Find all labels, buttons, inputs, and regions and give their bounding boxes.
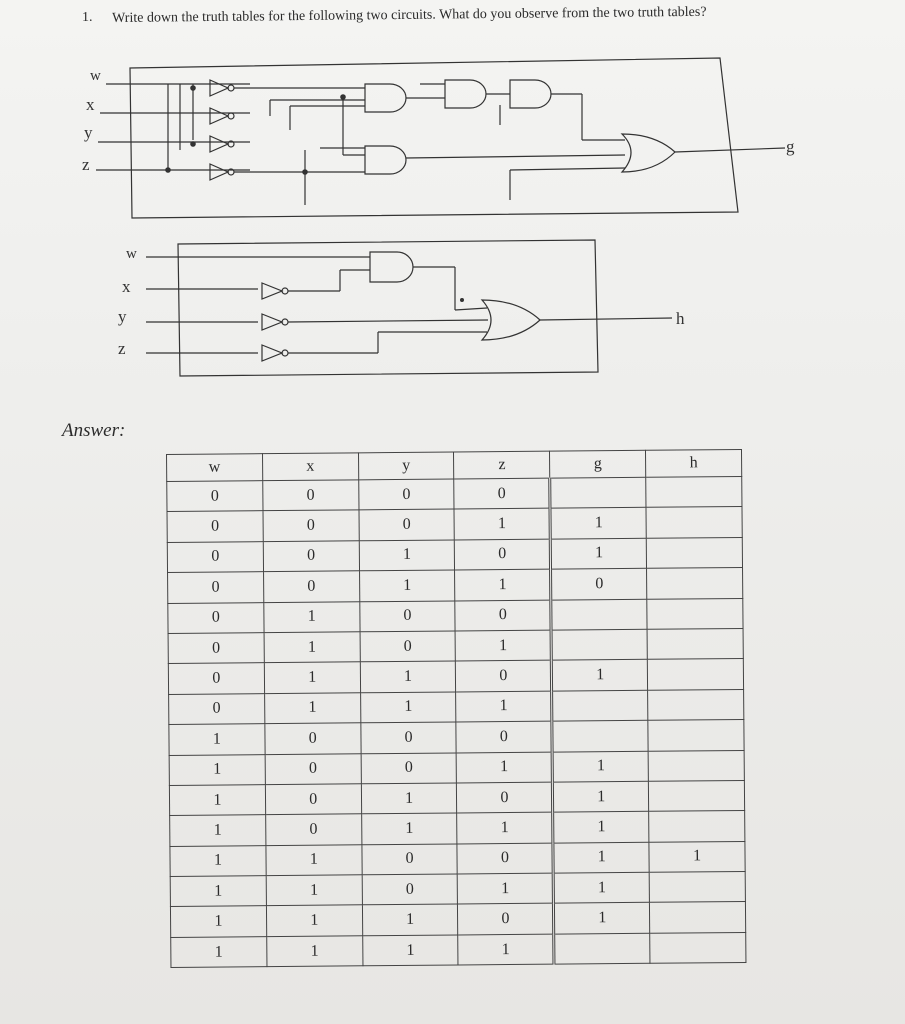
circuit1-output-g: g bbox=[786, 137, 795, 156]
not-gate-icon bbox=[210, 164, 234, 180]
cell-h bbox=[647, 568, 743, 599]
cell-g: 1 bbox=[553, 842, 649, 873]
cell-x: 0 bbox=[263, 571, 359, 602]
cell-h bbox=[649, 811, 745, 842]
cell-x: 1 bbox=[264, 662, 360, 693]
table-row bbox=[170, 872, 745, 907]
cell-w: 0 bbox=[167, 541, 263, 572]
cell-w: 1 bbox=[170, 815, 266, 846]
table-row bbox=[171, 932, 746, 967]
circuit1-input-w: w bbox=[90, 68, 101, 84]
cell-y: 1 bbox=[361, 783, 457, 814]
and-gate-icon bbox=[365, 84, 406, 112]
and-gate-icon bbox=[370, 252, 413, 282]
circuit1-input-z: z bbox=[82, 155, 90, 174]
cell-h bbox=[649, 872, 745, 903]
or-gate-icon bbox=[482, 300, 540, 340]
cell-g: 0 bbox=[551, 568, 647, 599]
cell-x: 1 bbox=[264, 693, 360, 724]
header-z: z bbox=[454, 451, 550, 479]
cell-x: 0 bbox=[263, 541, 359, 572]
cell-z: 1 bbox=[457, 752, 553, 783]
table-row bbox=[167, 537, 742, 572]
header-y: y bbox=[358, 452, 454, 480]
cell-h bbox=[648, 689, 744, 720]
cell-x: 1 bbox=[266, 844, 362, 875]
cell-w: 1 bbox=[169, 785, 265, 816]
cell-y: 0 bbox=[358, 479, 454, 510]
table-row bbox=[170, 902, 745, 937]
table-row bbox=[169, 750, 744, 785]
cell-z: 0 bbox=[457, 843, 553, 874]
cell-h bbox=[650, 932, 746, 963]
cell-g bbox=[550, 477, 646, 508]
cell-x: 0 bbox=[265, 814, 361, 845]
circuit2-input-y: y bbox=[118, 307, 127, 326]
cell-h bbox=[647, 598, 743, 629]
table-row bbox=[168, 628, 743, 663]
cell-y: 0 bbox=[359, 509, 455, 540]
cell-h bbox=[647, 628, 743, 659]
cell-x: 0 bbox=[265, 753, 361, 784]
cell-w: 0 bbox=[168, 663, 264, 694]
cell-g bbox=[551, 599, 647, 630]
cell-z: 0 bbox=[455, 539, 551, 570]
cell-z: 0 bbox=[457, 782, 553, 813]
cell-z: 0 bbox=[458, 904, 554, 935]
table-row bbox=[168, 598, 743, 633]
cell-w: 1 bbox=[169, 724, 265, 755]
cell-z: 0 bbox=[456, 660, 552, 691]
cell-y: 0 bbox=[360, 631, 456, 662]
cell-h bbox=[647, 659, 743, 690]
and-gate-icon bbox=[510, 80, 551, 108]
cell-x: 1 bbox=[267, 936, 363, 967]
cell-h bbox=[650, 902, 746, 933]
table-row bbox=[169, 720, 744, 755]
cell-z: 1 bbox=[458, 934, 554, 965]
table-row bbox=[167, 507, 742, 542]
cell-w: 0 bbox=[167, 511, 263, 542]
cell-x: 1 bbox=[264, 632, 360, 663]
table-row bbox=[167, 476, 742, 511]
table-row bbox=[169, 780, 744, 815]
cell-w: 1 bbox=[170, 906, 266, 937]
not-gate-icon bbox=[210, 80, 234, 96]
truth-table-container bbox=[166, 449, 751, 1006]
cell-z: 1 bbox=[454, 509, 550, 540]
cell-x: 0 bbox=[263, 480, 359, 511]
cell-g bbox=[551, 629, 647, 660]
cell-z: 0 bbox=[456, 721, 552, 752]
cell-x: 1 bbox=[266, 875, 362, 906]
cell-g: 1 bbox=[554, 903, 650, 934]
cell-x: 0 bbox=[263, 510, 359, 541]
cell-y: 0 bbox=[362, 844, 458, 875]
cell-g: 1 bbox=[550, 508, 646, 539]
cell-z: 1 bbox=[456, 630, 552, 661]
circuit2-input-z: z bbox=[118, 339, 126, 358]
cell-w: 0 bbox=[168, 572, 264, 603]
header-x: x bbox=[262, 453, 358, 481]
cell-y: 1 bbox=[360, 661, 456, 692]
cell-w: 0 bbox=[167, 481, 263, 512]
cell-w: 0 bbox=[168, 602, 264, 633]
circuit1-input-x: x bbox=[86, 95, 95, 114]
not-gate-icon bbox=[262, 283, 288, 299]
cell-z: 0 bbox=[455, 600, 551, 631]
cell-y: 0 bbox=[359, 601, 455, 632]
and-gate-icon bbox=[365, 146, 406, 174]
cell-g bbox=[552, 720, 648, 751]
cell-y: 1 bbox=[359, 540, 455, 571]
cell-g bbox=[552, 690, 648, 721]
not-gate-icon bbox=[262, 314, 288, 330]
cell-x: 0 bbox=[265, 723, 361, 754]
cell-h bbox=[646, 537, 742, 568]
table-row bbox=[169, 689, 744, 724]
circuit1-input-y: y bbox=[84, 123, 93, 142]
cell-z: 1 bbox=[455, 569, 551, 600]
cell-w: 1 bbox=[170, 876, 266, 907]
header-h: h bbox=[646, 449, 742, 477]
cell-g: 1 bbox=[551, 538, 647, 569]
cell-g: 1 bbox=[552, 660, 648, 691]
truth-table-body bbox=[167, 476, 746, 967]
cell-w: 1 bbox=[171, 937, 267, 968]
cell-g bbox=[554, 933, 650, 964]
not-gate-icon bbox=[210, 136, 234, 152]
cell-y: 1 bbox=[362, 904, 458, 935]
question-number: 1. bbox=[82, 10, 93, 25]
cell-g: 1 bbox=[553, 781, 649, 812]
circuit-1-diagram bbox=[0, 0, 905, 410]
circuit2-input-x: x bbox=[122, 277, 131, 296]
cell-z: 1 bbox=[457, 812, 553, 843]
cell-h: 1 bbox=[649, 841, 745, 872]
cell-h bbox=[646, 507, 742, 538]
cell-h bbox=[648, 750, 744, 781]
or-gate-icon bbox=[622, 134, 675, 172]
circuit2-input-w: w bbox=[126, 246, 137, 262]
answer-label: Answer: bbox=[62, 420, 126, 441]
header-w: w bbox=[167, 454, 263, 482]
cell-y: 1 bbox=[360, 692, 456, 723]
cell-x: 0 bbox=[265, 784, 361, 815]
cell-w: 0 bbox=[168, 633, 264, 664]
cell-h bbox=[646, 476, 742, 507]
cell-y: 1 bbox=[361, 813, 457, 844]
cell-z: 1 bbox=[458, 873, 554, 904]
cell-h bbox=[649, 780, 745, 811]
cell-g: 1 bbox=[553, 872, 649, 903]
table-row bbox=[170, 811, 745, 846]
table-row bbox=[168, 568, 743, 603]
circuit2-output-h: h bbox=[676, 309, 685, 328]
cell-y: 1 bbox=[362, 935, 458, 966]
cell-w: 1 bbox=[170, 845, 266, 876]
cell-z: 1 bbox=[456, 691, 552, 722]
cell-w: 1 bbox=[169, 754, 265, 785]
header-g: g bbox=[550, 450, 646, 478]
cell-y: 0 bbox=[361, 752, 457, 783]
cell-w: 0 bbox=[169, 693, 265, 724]
not-gate-icon bbox=[262, 345, 288, 361]
cell-g: 1 bbox=[552, 751, 648, 782]
cell-h bbox=[648, 720, 744, 751]
question-text: Write down the truth tables for the following two circuits. What do you observe from the two truth tables? bbox=[112, 4, 707, 26]
table-row bbox=[170, 841, 745, 876]
cell-g: 1 bbox=[553, 812, 649, 843]
and-gate-icon bbox=[445, 80, 486, 108]
cell-z: 0 bbox=[454, 478, 550, 509]
truth-table bbox=[166, 449, 746, 968]
cell-y: 0 bbox=[362, 874, 458, 905]
cell-y: 1 bbox=[359, 570, 455, 601]
cell-x: 1 bbox=[264, 601, 360, 632]
not-gate-icon bbox=[210, 108, 234, 124]
table-row bbox=[168, 659, 743, 694]
cell-y: 0 bbox=[361, 722, 457, 753]
cell-x: 1 bbox=[266, 905, 362, 936]
